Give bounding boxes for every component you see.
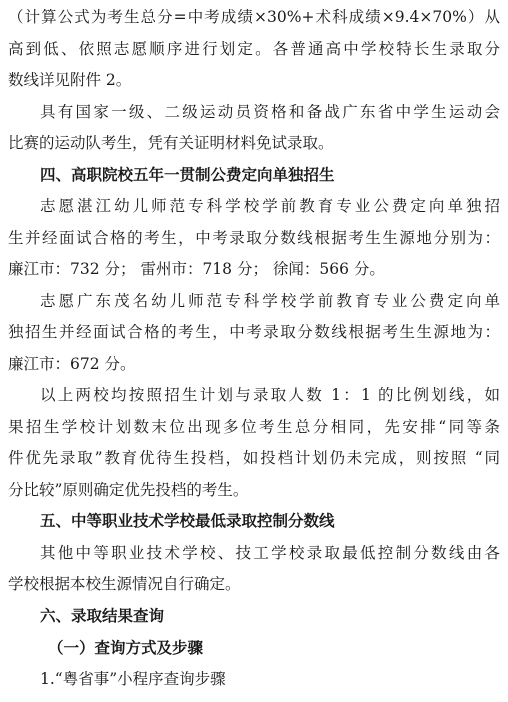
paragraph-line: 果招生学校计划数末位出现多位考生总分相同，先安排“同等条 <box>8 417 500 436</box>
paragraph-line: 廉江市：732 分； 雷州市：718 分； 徐闻：566 分。 <box>8 260 385 278</box>
paragraph-line: （计算公式为考生总分=中考成绩×30%+术科成绩×9.4×70%）从 <box>8 8 500 26</box>
paragraph-line: 具有国家一级、二级运动员资格和备战广东省中学生运动会 <box>40 102 500 121</box>
paragraph-line: 1.“粤省事”小程序查询步骤 <box>40 669 226 688</box>
paragraph-line: 生并经面试合格的考生，中考录取分数线根据考生生源地分别为： <box>8 228 500 247</box>
paragraph-line: 其他中等职业技术学校、技工学校录取最低控制分数线由各 <box>40 543 500 562</box>
paragraph-line: 廉江市：672 分。 <box>8 354 136 373</box>
paragraph-line: 件优先录取”教育优待生投档，如投档计划仍未完成，则按照 “同 <box>8 449 500 467</box>
section-heading: 四、高职院校五年一贯制公费定向单独招生 <box>40 165 335 184</box>
paragraph-line: 独招生并经面试合格的考生，中考录取分数线根据考生生源地为： <box>8 323 500 341</box>
paragraph-line: 高到低、依照志愿顺序进行划定。各普通高中学校特长生录取分 <box>8 39 500 58</box>
paragraph-line: 志愿湛江幼儿师范专科学校学前教育专业公费定向单独招 <box>40 197 500 215</box>
paragraph-line: 比赛的运动队考生，凭有关证明材料免试录取。 <box>8 134 334 152</box>
section-heading: 六、录取结果查询 <box>40 606 165 625</box>
paragraph-line: 志愿广东茂名幼儿师范专科学校学前教育专业公费定向单 <box>40 291 500 310</box>
paragraph-line: 学校根据本校生源情况自行确定。 <box>8 575 241 593</box>
paragraph-line: 以上两校均按照招生计划与录取人数 1：1 的比例划线，如 <box>40 386 500 404</box>
paragraph-line: 分比较”原则确定优先投档的考生。 <box>8 480 249 499</box>
subsection-heading: （一）查询方式及步骤 <box>48 638 204 657</box>
paragraph-line: 数线详见附件 2。 <box>8 71 132 89</box>
section-heading: 五、中等职业技术学校最低录取控制分数线 <box>40 512 335 530</box>
